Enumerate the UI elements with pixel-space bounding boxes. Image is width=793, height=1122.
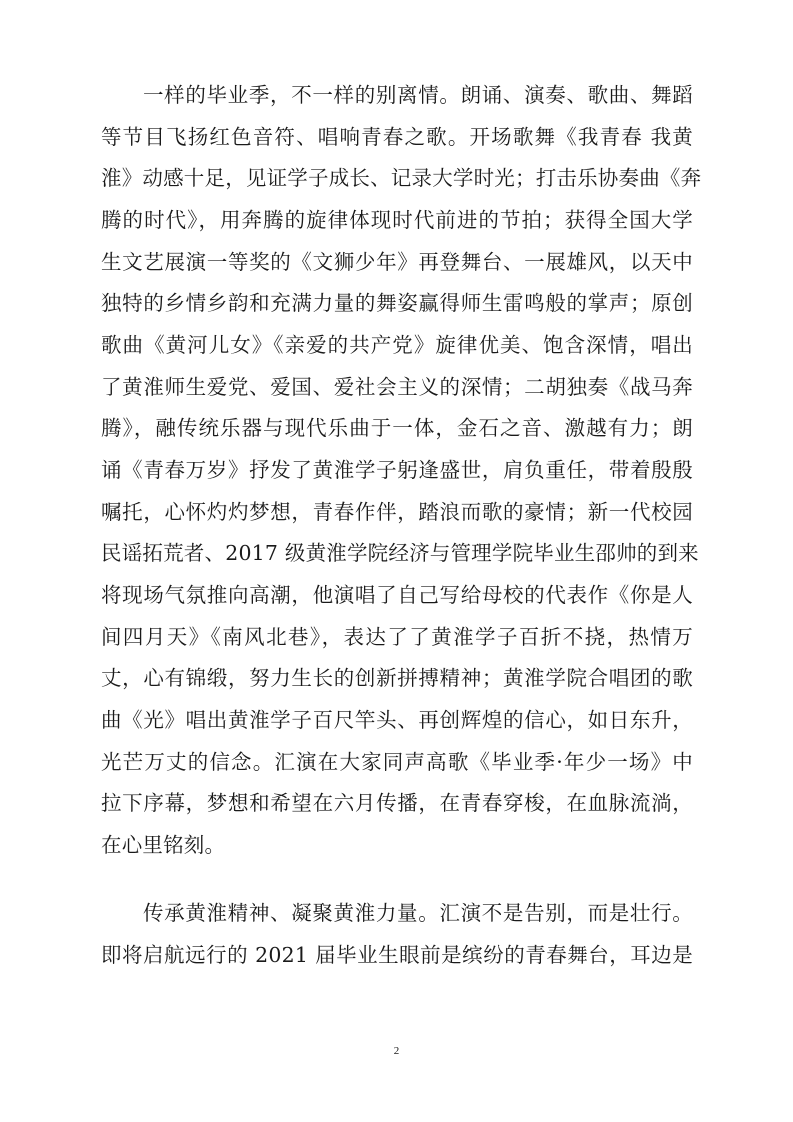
paragraph-1-line-10: 诵《青春万岁》抒发了黄淮学子躬逢盛世，肩负重任，带着殷殷 xyxy=(101,458,693,482)
paragraph-2-line-1: 传承黄淮精神、凝聚黄淮力量。汇演不是告别，而是壮行。 xyxy=(143,901,693,925)
paragraph-1-line-18: 拉下序幕，梦想和希望在六月传播，在青春穿梭，在血脉流淌， xyxy=(101,791,693,815)
paragraph-1-line-3: 淮》动感十足，见证学子成长、记录大学时光；打击乐协奏曲《奔 xyxy=(101,166,702,190)
paragraph-1-line-19: 在心里铭刻。 xyxy=(101,833,226,857)
paragraph-1-line-17: 光芒万丈的信念。汇演在大家同声高歌《毕业季·年少一场》中 xyxy=(101,750,693,774)
paragraph-1-line-2: 等节目飞扬红色音符、唱响青春之歌。开场歌舞《我青春 我黄 xyxy=(101,125,693,149)
paragraph-1-line-5: 生文艺展演一等奖的《文狮少年》再登舞台、一展雄风，以天中 xyxy=(101,250,693,274)
paragraph-1-line-1: 一样的毕业季，不一样的别离情。朗诵、演奏、歌曲、舞蹈 xyxy=(143,83,693,107)
paragraph-1-line-7: 歌曲《黄河儿女》《亲爱的共产党》旋律优美、饱含深情，唱出 xyxy=(101,333,693,357)
paragraph-1-line-8: 了黄淮师生爱党、爱国、爱社会主义的深情；二胡独奏《战马奔 xyxy=(101,375,693,399)
paragraph-1-line-4: 腾的时代》，用奔腾的旋律体现时代前进的节拍；获得全国大学 xyxy=(101,208,693,232)
paragraph-1-line-11: 嘱托，心怀灼灼梦想，青春作伴，踏浪而歌的豪情；新一代校园 xyxy=(101,500,693,524)
paragraph-1-line-6: 独特的乡情乡韵和充满力量的舞姿赢得师生雷鸣般的掌声；原创 xyxy=(101,291,693,315)
page-number: 2 xyxy=(393,1045,400,1057)
paragraph-1-line-9: 腾》，融传统乐器与现代乐曲于一体，金石之音、激越有力；朗 xyxy=(101,416,693,440)
paragraph-2-line-2: 即将启航远行的 2021 届毕业生眼前是缤纷的青春舞台，耳边是 xyxy=(101,943,693,967)
paragraph-1-line-13: 将现场气氛推向高潮，他演唱了自己写给母校的代表作《你是人 xyxy=(101,583,693,607)
paragraph-1-line-14: 间四月天》《南风北巷》，表达了了黄淮学子百折不挠，热情万 xyxy=(101,625,693,649)
paragraph-1-line-16: 曲《光》唱出黄淮学子百尺竿头、再创辉煌的信心，如日东升， xyxy=(101,708,693,732)
paragraph-1-line-15: 丈，心有锦缎，努力生长的创新拼搏精神；黄淮学院合唱团的歌 xyxy=(101,666,693,690)
paragraph-1-line-12: 民谣拓荒者、2017 级黄淮学院经济与管理学院毕业生邵帅的到来 xyxy=(101,541,699,565)
